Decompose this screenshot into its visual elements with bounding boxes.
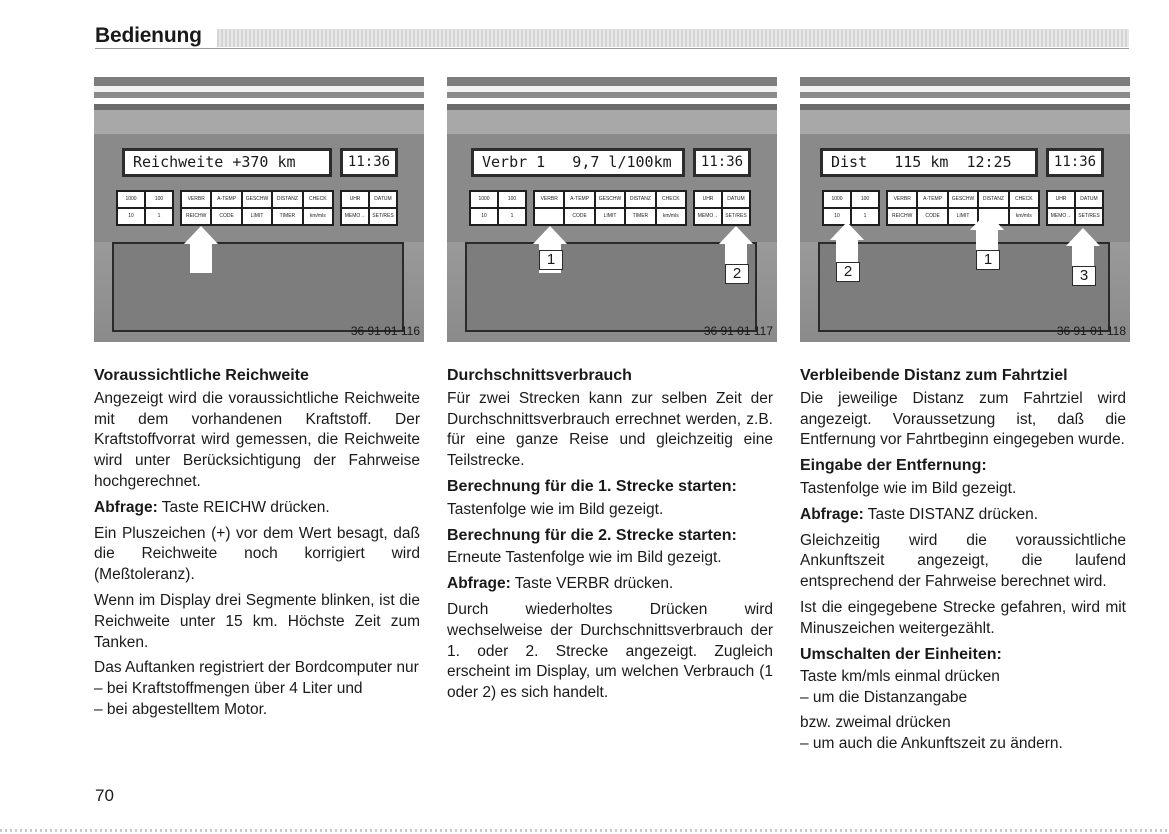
key-limit: LIMIT <box>596 209 624 224</box>
key-reichw: REICHW <box>888 209 916 224</box>
key-10: 10 <box>118 209 144 224</box>
key-code: CODE <box>212 209 240 224</box>
function-keypad <box>886 190 1040 226</box>
key-memo: MEMO→ <box>1048 209 1074 224</box>
key-timer: TIMER <box>626 209 654 224</box>
paragraph: Abfrage: Taste VERBR drücken. <box>447 575 674 593</box>
paragraph: Das Auftanken registriert der Bordcomputer nur <box>94 659 419 677</box>
key-set-res: SET/RES <box>1076 209 1102 224</box>
key-verbr: VERBR <box>888 192 916 207</box>
figure-code: 36 91 01 117 <box>703 324 773 338</box>
figure-reichweite <box>94 72 424 342</box>
clock-keypad <box>693 190 751 226</box>
key-a-temp: A-TEMP <box>918 192 946 207</box>
key-check: CHECK <box>1010 192 1038 207</box>
subheading: Umschalten der Einheiten: <box>800 645 1002 663</box>
key-a-temp: A-TEMP <box>212 192 240 207</box>
clock-keypad <box>340 190 398 226</box>
key-km-mls: km/mls <box>1010 209 1038 224</box>
paragraph: Ein Pluszeichen (+) vor dem Wert besagt, daß die Reichweite noch korrigiert wird (Meßtoleranz). <box>94 524 420 584</box>
key-limit: LIMIT <box>243 209 271 224</box>
step-marker: 1 <box>976 250 1000 270</box>
clock-display: 11:36 <box>1046 148 1104 177</box>
label-abfrage: Abfrage: <box>800 505 864 523</box>
label-abfrage: Abfrage: <box>94 498 158 516</box>
paragraph: Gleichzeitig wird die voraussichtliche Ankunftszeit angezeigt, die laufend entsprechend der Fahrweise berechnet wird. <box>800 531 1126 591</box>
heading-distanz: Verbleibende Distanz zum Fahrtziel <box>800 367 1068 384</box>
number-keypad <box>469 190 527 226</box>
display-screen: Reichweite +370 km <box>122 148 332 177</box>
paragraph: Erneute Tastenfolge wie im Bild gezeigt. <box>447 549 722 567</box>
column-verbrauch <box>447 366 773 709</box>
clock-keypad <box>1046 190 1104 226</box>
key-code: CODE <box>565 209 593 224</box>
paragraph: Für zwei Strecken kann zur selben Zeit der Durchschnittsverbrauch errechnet werden, z.B. für eine ganze Reise und gleichzeitig eine Teilstrecke. <box>447 389 773 470</box>
list-item: – um die Distanzangabe <box>800 689 968 707</box>
key-1000: 1000 <box>824 192 850 207</box>
clock-display: 11:36 <box>693 148 751 177</box>
column-reichweite <box>94 366 420 721</box>
key-timer: TIMER <box>273 209 301 224</box>
key-geschw: GESCHW <box>243 192 271 207</box>
list-item: – bei Kraftstoffmengen über 4 Liter und <box>94 680 363 698</box>
storage-tray <box>818 242 1110 332</box>
subheading: Eingabe der Entfernung: <box>800 457 987 475</box>
display-screen: Dist 115 km 12:25 <box>820 148 1038 177</box>
key-100: 100 <box>146 192 172 207</box>
subheading: Berechnung für die 2. Strecke starten: <box>447 526 737 544</box>
subheading: Berechnung für die 1. Strecke starten: <box>447 477 737 495</box>
paragraph: Abfrage: Taste DISTANZ drücken. <box>800 505 1039 523</box>
paragraph: Abfrage: Taste REICHW drücken. <box>94 498 330 516</box>
key-distanz: DISTANZ <box>626 192 654 207</box>
pointer-arrow-icon <box>190 226 212 272</box>
step-marker: 2 <box>725 264 749 284</box>
heading-reichweite: Voraussichtliche Reichweite <box>94 367 309 384</box>
header-band <box>217 29 1129 47</box>
key-10: 10 <box>824 209 850 224</box>
page-number: 70 <box>95 786 114 805</box>
key-memo: MEMO→ <box>695 209 721 224</box>
key-distanz: DISTANZ <box>273 192 301 207</box>
key-datum: DATUM <box>723 192 749 207</box>
paragraph: Tastenfolge wie im Bild gezeigt. <box>447 500 664 518</box>
paragraph: Durch wiederholtes Drücken wird wechselweise der Durchschnittsverbrauch der 1. oder 2. Strecke angezeigt. Zugleich erscheint im Display, um welchen Verbrauch (1 oder 2) es sich handelt. <box>447 600 773 702</box>
key-datum: DATUM <box>370 192 396 207</box>
number-keypad <box>116 190 174 226</box>
figure-code: 36 91 01 118 <box>1056 324 1126 338</box>
function-keypad <box>533 190 687 226</box>
paragraph: Die jeweilige Distanz zum Fahrtziel wird angezeigt. Voraussetzung ist, daß die Entfernung vor Fahrtbeginn eingegeben wurde. <box>800 389 1126 449</box>
figure-verbrauch <box>447 72 777 342</box>
key-verbr: VERBR <box>182 192 210 207</box>
key-km-mls: km/mls <box>657 209 685 224</box>
paragraph: Angezeigt wird die voraussichtliche Reichweite mit dem vorhandenen Kraftstoff. Der Kraftstoffvorrat wird gemessen, die Reichweite wird unter Berücksichtigung der Fahrweise hochgerechnet. <box>94 389 420 490</box>
clock-display: 11:36 <box>340 148 398 177</box>
key-uhr: UHR <box>342 192 368 207</box>
paragraph: bzw. zweimal drücken <box>800 713 951 731</box>
step-marker: 2 <box>836 262 860 282</box>
key-uhr: UHR <box>695 192 721 207</box>
section-title: Bedienung <box>95 24 202 47</box>
key-1000: 1000 <box>118 192 144 207</box>
label-abfrage: Abfrage: <box>447 575 511 593</box>
storage-tray <box>465 242 757 332</box>
function-keypad <box>180 190 334 226</box>
key-1: 1 <box>499 209 525 224</box>
key-100: 100 <box>852 192 878 207</box>
column-distanz <box>800 366 1126 755</box>
key-km-mls: km/mls <box>304 209 332 224</box>
key-memo: MEMO→ <box>342 209 368 224</box>
key-reichw: REICHW <box>182 209 210 224</box>
key-verbr: VERBR <box>535 192 563 207</box>
paragraph: Taste km/mls einmal drücken <box>800 668 1000 686</box>
key-1: 1 <box>852 209 878 224</box>
step-marker: 1 <box>539 250 563 270</box>
key-check: CHECK <box>657 192 685 207</box>
key-set-res: SET/RES <box>723 209 749 224</box>
paragraph: Wenn im Display drei Segmente blinken, ist die Reichweite unter 15 km. Höchste Zeit zum Tanken. <box>94 591 420 651</box>
key-code: CODE <box>918 209 946 224</box>
key-geschw: GESCHW <box>949 192 977 207</box>
list-item: – um auch die Ankunftszeit zu ändern. <box>800 734 1063 752</box>
paragraph: Tastenfolge wie im Bild gezeigt. <box>800 479 1017 497</box>
bottom-rule <box>0 829 1169 832</box>
key-reichw <box>535 209 563 224</box>
paragraph: Ist die eingegebene Strecke gefahren, wird mit Minuszeichen weitergezählt. <box>800 598 1126 637</box>
step-marker: 3 <box>1072 266 1096 286</box>
key-distanz: DISTANZ <box>979 192 1007 207</box>
storage-tray <box>112 242 404 332</box>
key-a-temp: A-TEMP <box>565 192 593 207</box>
key-set-res: SET/RES <box>370 209 396 224</box>
key-1: 1 <box>146 209 172 224</box>
list-item: – bei abgestelltem Motor. <box>94 700 268 718</box>
figure-code: 36 91 01 116 <box>350 324 420 338</box>
key-uhr: UHR <box>1048 192 1074 207</box>
number-keypad <box>822 190 880 226</box>
key-limit: LIMIT <box>949 209 977 224</box>
display-screen: Verbr 1 9,7 l/100km <box>471 148 685 177</box>
heading-verbrauch: Durchschnittsverbrauch <box>447 367 632 384</box>
key-datum: DATUM <box>1076 192 1102 207</box>
key-1000: 1000 <box>471 192 497 207</box>
key-100: 100 <box>499 192 525 207</box>
key-check: CHECK <box>304 192 332 207</box>
header-rule <box>95 48 1129 49</box>
key-10: 10 <box>471 209 497 224</box>
figure-distanz <box>800 72 1130 342</box>
key-geschw: GESCHW <box>596 192 624 207</box>
